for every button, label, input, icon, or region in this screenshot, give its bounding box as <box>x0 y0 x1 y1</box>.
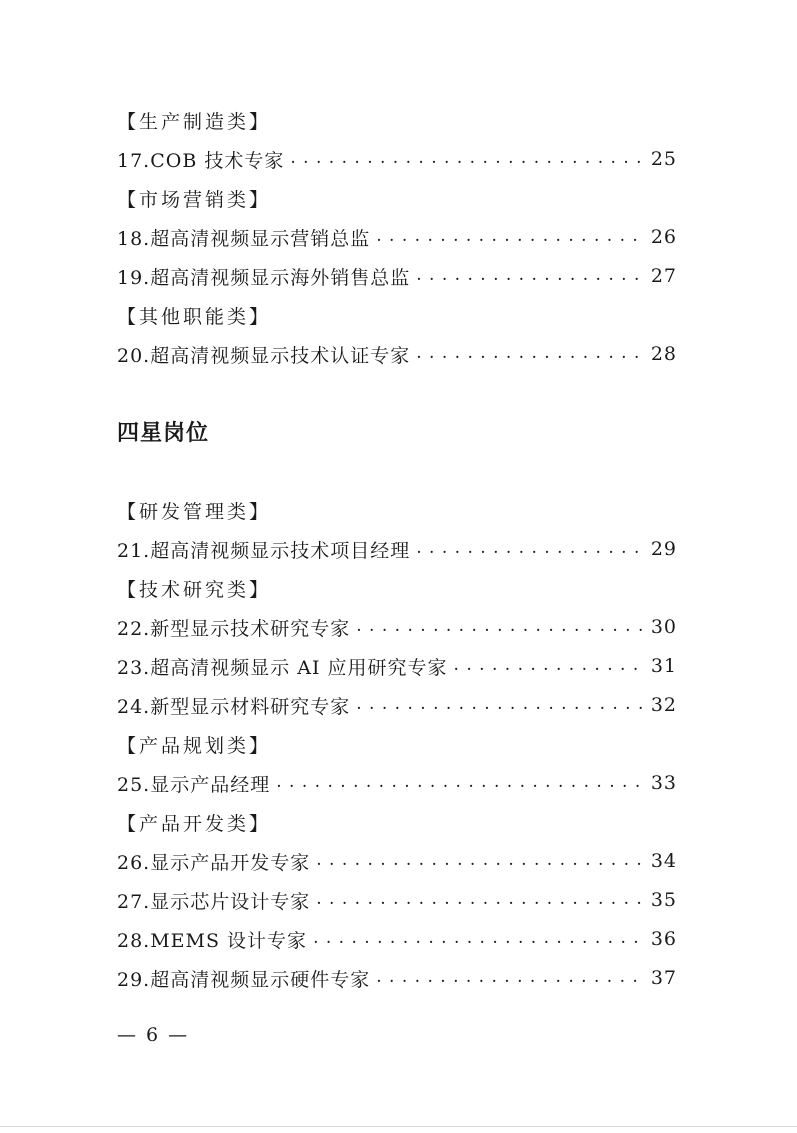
category-heading: 【生产制造类】 <box>117 110 272 133</box>
bottom-divider <box>0 1126 797 1127</box>
toc-entry-label: 21.超高清视频显示技术项目经理 <box>117 539 411 562</box>
dot-leader <box>416 538 645 560</box>
toc-entry-label: 28.MEMS 设计专家 <box>117 929 308 952</box>
toc-entry-page: 31 <box>650 655 677 677</box>
dot-leader <box>290 148 644 170</box>
toc-entry[interactable] <box>117 143 677 175</box>
toc-entry[interactable] <box>117 962 677 994</box>
toc-entry-label: 27.显示芯片设计专家 <box>117 890 311 913</box>
toc-entry-label: 19.超高清视频显示海外销售总监 <box>117 266 411 289</box>
toc-entry-page: 35 <box>650 889 677 911</box>
toc-entry[interactable] <box>117 260 677 292</box>
category-heading: 【产品开发类】 <box>117 812 272 835</box>
dot-leader <box>376 967 645 989</box>
toc-entry-page: 28 <box>650 343 677 365</box>
category-heading: 【技术研究类】 <box>117 578 272 601</box>
dot-leader <box>356 694 645 716</box>
toc-entry-page: 36 <box>650 928 677 950</box>
toc-entry[interactable] <box>117 884 677 916</box>
dot-leader <box>276 772 645 794</box>
toc-entry[interactable] <box>117 845 677 877</box>
dot-leader <box>454 655 645 677</box>
toc-entry-label: 23.超高清视频显示 AI 应用研究专家 <box>117 656 448 679</box>
toc-entry[interactable] <box>117 338 677 370</box>
toc-entry-label: 25.显示产品经理 <box>117 773 271 796</box>
toc-entry[interactable] <box>117 221 677 253</box>
toc-entry-label: 17.COB 技术专家 <box>117 149 285 172</box>
toc-entry-page: 32 <box>650 694 677 716</box>
dot-leader <box>376 226 645 248</box>
toc-entry-label: 26.显示产品开发专家 <box>117 851 311 874</box>
dot-leader <box>316 850 645 872</box>
dot-leader <box>316 889 645 911</box>
toc-entry-label: 24.新型显示材料研究专家 <box>117 695 351 718</box>
toc-entry-label: 20.超高清视频显示技术认证专家 <box>117 344 411 367</box>
dot-leader <box>356 616 645 638</box>
toc-entry-page: 34 <box>650 850 677 872</box>
category-heading: 【市场营销类】 <box>117 188 272 211</box>
toc-entry-label: 22.新型显示技术研究专家 <box>117 617 351 640</box>
toc-entry-page: 33 <box>650 772 677 794</box>
toc-entry-page: 27 <box>650 265 677 287</box>
toc-entry-page: 29 <box>650 538 677 560</box>
page-number-footer: — 6 — <box>117 1024 190 1046</box>
toc-entry-page: 25 <box>650 148 677 170</box>
toc-entry-page: 26 <box>650 226 677 248</box>
toc-entry[interactable] <box>117 533 677 565</box>
toc-entry[interactable] <box>117 923 677 955</box>
category-heading: 【其他职能类】 <box>117 305 272 328</box>
toc-entry-page: 30 <box>650 616 677 638</box>
toc-entry-page: 37 <box>650 967 677 989</box>
toc-entry-label: 18.超高清视频显示营销总监 <box>117 227 371 250</box>
category-heading: 【研发管理类】 <box>117 500 272 523</box>
toc-entry[interactable] <box>117 611 677 643</box>
dot-leader <box>416 265 645 287</box>
toc-entry-label: 29.超高清视频显示硬件专家 <box>117 968 371 991</box>
toc-entry[interactable] <box>117 689 677 721</box>
section-title: 四星岗位 <box>117 421 210 446</box>
dot-leader <box>416 343 645 365</box>
toc-entry[interactable] <box>117 767 677 799</box>
category-heading: 【产品规划类】 <box>117 734 272 757</box>
dot-leader <box>313 928 645 950</box>
toc-entry[interactable] <box>117 650 677 682</box>
